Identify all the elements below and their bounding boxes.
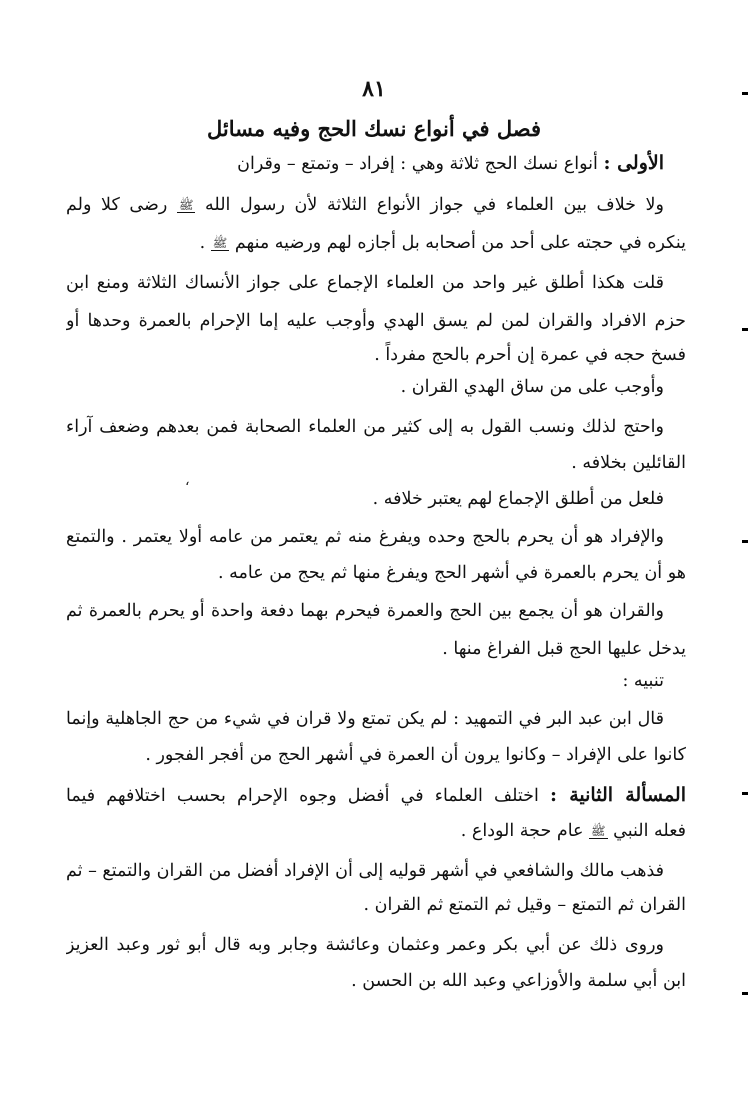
line-text: ولا خلاف بين العلماء في جواز الأنواع الثلاثة لأن رسول الله [195, 195, 664, 215]
scan-edge-mark [742, 540, 748, 543]
line-text-continued: عام حجة الوداع . [460, 821, 590, 841]
text-line [66, 228, 686, 258]
text-line [66, 780, 686, 810]
scan-edge-mark [742, 992, 748, 995]
text-line [66, 666, 686, 696]
line-text: يدخل عليها الحج قبل الفراغ منها . [442, 639, 686, 659]
line-text: كانوا على الإفراد – وكانوا يرون أن العمرة في أشهر الحج من أفجر الفجور . [145, 745, 686, 765]
text-line [66, 306, 686, 336]
issue-label: الأولى : [603, 152, 664, 174]
line-text: قال ابن عبد البر في التمهيد : لم يكن تمتع ولا قران في شيء من حج الجاهلية وإنما [66, 709, 664, 729]
line-text-continued: . [199, 233, 211, 253]
issue-label: المسألة الثانية : [550, 784, 686, 806]
section-heading: فصل في أنواع نسك الحج وفيه مسائل [207, 116, 541, 141]
text-line [66, 148, 686, 178]
line-text: فعله النبي [607, 821, 686, 841]
text-line [66, 966, 686, 996]
text-line [66, 704, 686, 734]
scan-edge-mark [742, 328, 748, 331]
line-text: والقران هو أن يجمع بين الحج والعمرة فيحرم بهما دفعة واحدة أو يحرم بالعمرة ثم [66, 601, 664, 621]
text-line [66, 372, 686, 402]
line-text: تنبيه : [622, 671, 664, 691]
scan-edge-mark [742, 92, 748, 95]
line-text: حزم الافراد والقران لمن لم يسق الهدي وأوجب عليه إما الإحرام بالعمرة وحدها أو [66, 311, 686, 331]
line-text: ينكره في حجته على أحد من أصحابه بل أجازه لهم ورضيه منهم [229, 233, 686, 253]
text-line [66, 448, 686, 478]
honorific-seal-icon: ﷺ [591, 824, 606, 838]
line-text: أنواع نسك الحج ثلاثة وهي : إفراد – وتمتع – وقران [237, 154, 604, 174]
text-line [66, 268, 686, 298]
scan-speck: ʻ [185, 480, 190, 496]
line-text: وأوجب على من ساق الهدي القران . [400, 377, 664, 397]
line-text: والإفراد هو أن يحرم بالحج وحده ويفرغ منه ثم يعتمر من عامه أولا يعتمر . والتمتع [66, 527, 664, 547]
scan-edge-mark [742, 792, 748, 795]
text-line [66, 596, 686, 626]
line-text-continued: رضى كلا ولم [66, 195, 177, 215]
text-line [66, 740, 686, 770]
honorific-seal-icon: ﷺ [212, 236, 228, 250]
honorific-seal-icon: ﷺ [178, 198, 194, 212]
text-line [66, 856, 686, 886]
text-line [66, 522, 686, 552]
line-text: اختلف العلماء في أفضل وجوه الإحرام بحسب اختلافهم فيما [66, 786, 550, 806]
line-text: القران ثم التمتع – وقيل ثم التمتع ثم القران . [363, 895, 686, 915]
text-line [66, 412, 686, 442]
line-text: قلت هكذا أطلق غير واحد من العلماء الإجماع على جواز الأنساك الثلاثة ومنع ابن [66, 273, 664, 293]
text-line [66, 930, 686, 960]
line-text: ابن أبي سلمة والأوزاعي وعبد الله بن الحسن . [351, 971, 686, 991]
line-text: فذهب مالك والشافعي في أشهر قوليه إلى أن الإفراد أفضل من القران والتمتع – ثم [66, 861, 664, 881]
line-text: فلعل من أطلق الإجماع لهم يعتبر خلافه . [372, 489, 664, 509]
line-text: وروى ذلك عن أبي بكر وعمر وعثمان وعائشة وجابر وبه قال أبو ثور وعبد العزيز [66, 935, 664, 955]
text-line [66, 816, 686, 846]
text-line [66, 634, 686, 664]
text-line [66, 484, 686, 514]
text-line [66, 340, 686, 370]
line-text: واحتج لذلك ونسب القول به إلى كثير من العلماء الصحابة فمن بعدهم وضعف آراء [66, 417, 664, 437]
line-text: فسخ حجه في عمرة إن أحرم بالحج مفرداً . [374, 345, 686, 365]
line-text: القائلين بخلافه . [571, 453, 686, 473]
line-text: هو أن يحرم بالعمرة في أشهر الحج ويفرغ منها ثم يحج من عامه . [218, 563, 686, 583]
text-line [66, 890, 686, 920]
page-number: ٨١ [362, 76, 386, 102]
text-line [66, 558, 686, 588]
text-line [66, 190, 686, 220]
